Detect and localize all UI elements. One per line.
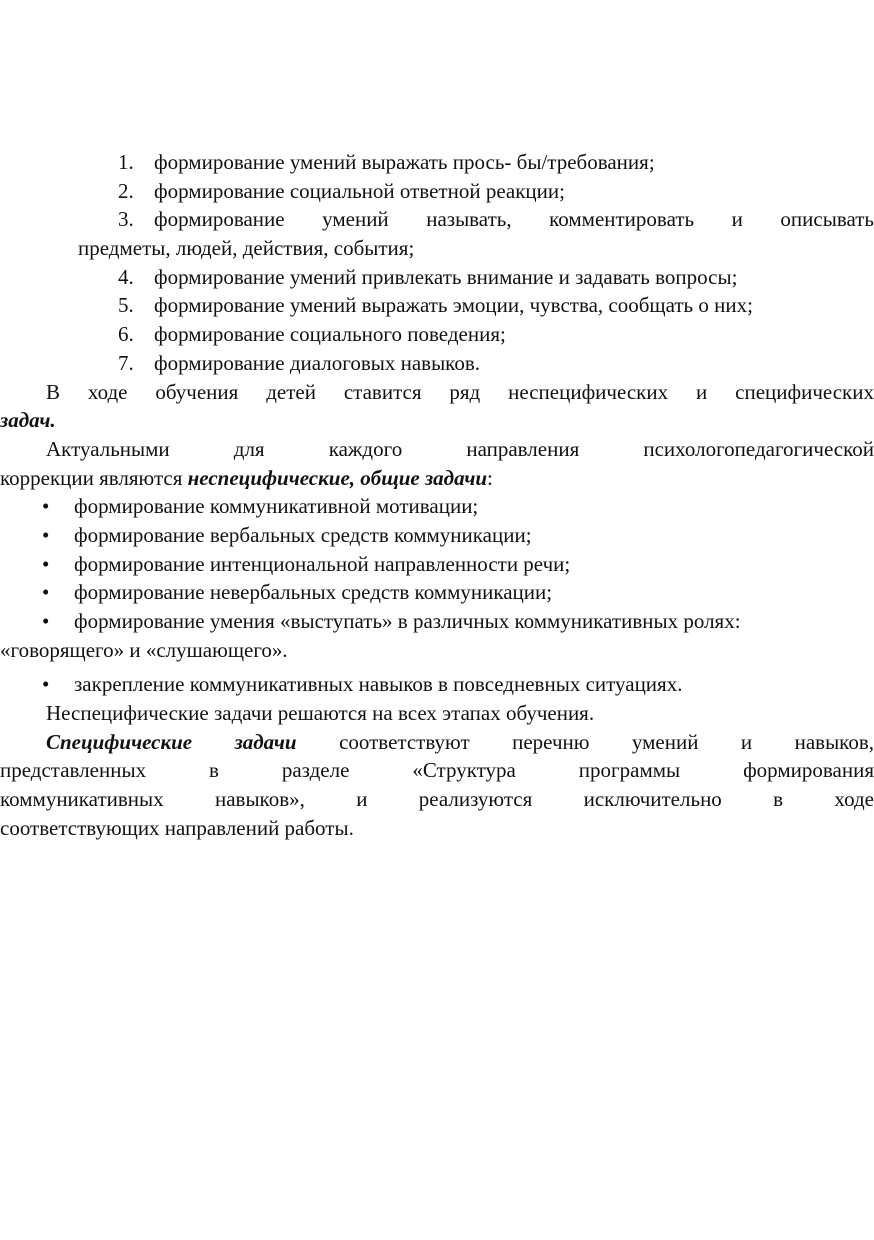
numbered-item-3: [0, 205, 874, 234]
bullet-item-5: [0, 607, 874, 636]
item-text: формирование социального поведения;: [154, 322, 506, 347]
numbered-item-4: [0, 263, 874, 292]
paragraph-2-line-1: [0, 435, 874, 464]
bullet-icon: •: [42, 494, 50, 519]
item-number: 1.: [118, 150, 134, 174]
item-text: формирование умений привлекать внимание и задавать вопросы;: [154, 264, 738, 289]
item-number: 7.: [118, 350, 134, 375]
bullet-icon: •: [42, 672, 50, 697]
bullet-text: закрепление коммуникативных навыков в повседневных ситуациях.: [74, 672, 683, 697]
paragraph-1-line-2: [0, 406, 874, 435]
bullet-icon: •: [42, 609, 50, 633]
paragraph-text: соответствующих направлений работы.: [0, 815, 354, 840]
numbered-item-1: [0, 148, 874, 177]
paragraph-text: соответствуют перечню умений и навыков,: [296, 729, 874, 754]
paragraph-text: коррекции являются: [0, 465, 188, 490]
item-text: формирование умений выражать эмоции, чувства, сообщать о них;: [154, 293, 753, 318]
bullet-text: формирование невербальных средств коммуникации;: [74, 580, 553, 605]
item-text: формирование умений выражать прось- бы/требования;: [154, 150, 655, 174]
numbered-item-7: [0, 349, 874, 378]
paragraph-4-line-3: [0, 785, 874, 814]
bullet-icon: •: [42, 522, 50, 547]
emphasis-text: неспецифические, общие задачи: [187, 465, 488, 490]
numbered-item-5: [0, 291, 874, 320]
bullet-item-3: [0, 550, 874, 579]
bullet-text: формирование коммуникативной мотивации;: [74, 494, 479, 519]
numbered-item-6: [0, 320, 874, 349]
paragraph-4-line-4: [0, 814, 874, 843]
bullet-icon: •: [42, 551, 50, 576]
paragraph-2-line-2: [0, 464, 874, 493]
bullet-item-5-continuation: [0, 636, 874, 665]
bullet-text: формирование интенциональной направленности речи;: [74, 551, 571, 576]
bullet-item-2: [0, 521, 874, 550]
numbered-item-3-continuation: [0, 234, 874, 263]
paragraph-text: Неспецифические задачи решаются на всех этапах обучения.: [46, 701, 595, 726]
bullet-text: формирование умения «выступать» в различных коммуникативных ролях:: [74, 609, 741, 633]
bullet-item-1: [0, 492, 874, 521]
item-text: формирование диалоговых навыков.: [154, 350, 480, 375]
paragraph-4-line-2: [0, 756, 874, 785]
item-number: 3.: [118, 207, 134, 232]
paragraph-1-line-1: [0, 378, 874, 407]
paragraph-text: коммуникативных навыков», и реализуются исключительно в ходе: [0, 787, 874, 812]
item-text: формирование социальной ответной реакции;: [154, 178, 565, 203]
paragraph-3: [0, 699, 874, 728]
bullet-item-6: [0, 670, 874, 699]
bullet-icon: •: [42, 580, 50, 605]
bullet-item-4: [0, 578, 874, 607]
item-text: формирование умений называть, комментировать и описывать: [154, 207, 874, 232]
numbered-item-2: [0, 177, 874, 206]
paragraph-4-line-1: [0, 728, 874, 757]
emphasis-text: задач.: [0, 408, 56, 433]
item-number: 6.: [118, 322, 134, 347]
document-page: [0, 148, 874, 843]
item-number: 4.: [118, 264, 134, 289]
paragraph-text: :: [487, 465, 493, 490]
paragraph-text: представленных в разделе «Структура программы формирования: [0, 758, 874, 783]
item-number: 2.: [118, 178, 134, 203]
paragraph-text: В ходе обучения детей ставится ряд неспецифических и специфических: [46, 379, 874, 404]
bullet-text: формирование вербальных средств коммуникации;: [74, 522, 532, 547]
emphasis-text: Специфические задачи: [46, 729, 297, 754]
bullet-text-continuation: «говорящего» и «слушающего».: [0, 637, 288, 662]
item-text-continuation: предметы, людей, действия, события;: [78, 236, 415, 261]
paragraph-text: Актуальными для каждого направления психологопедагогической: [46, 436, 874, 461]
item-number: 5.: [118, 293, 134, 318]
